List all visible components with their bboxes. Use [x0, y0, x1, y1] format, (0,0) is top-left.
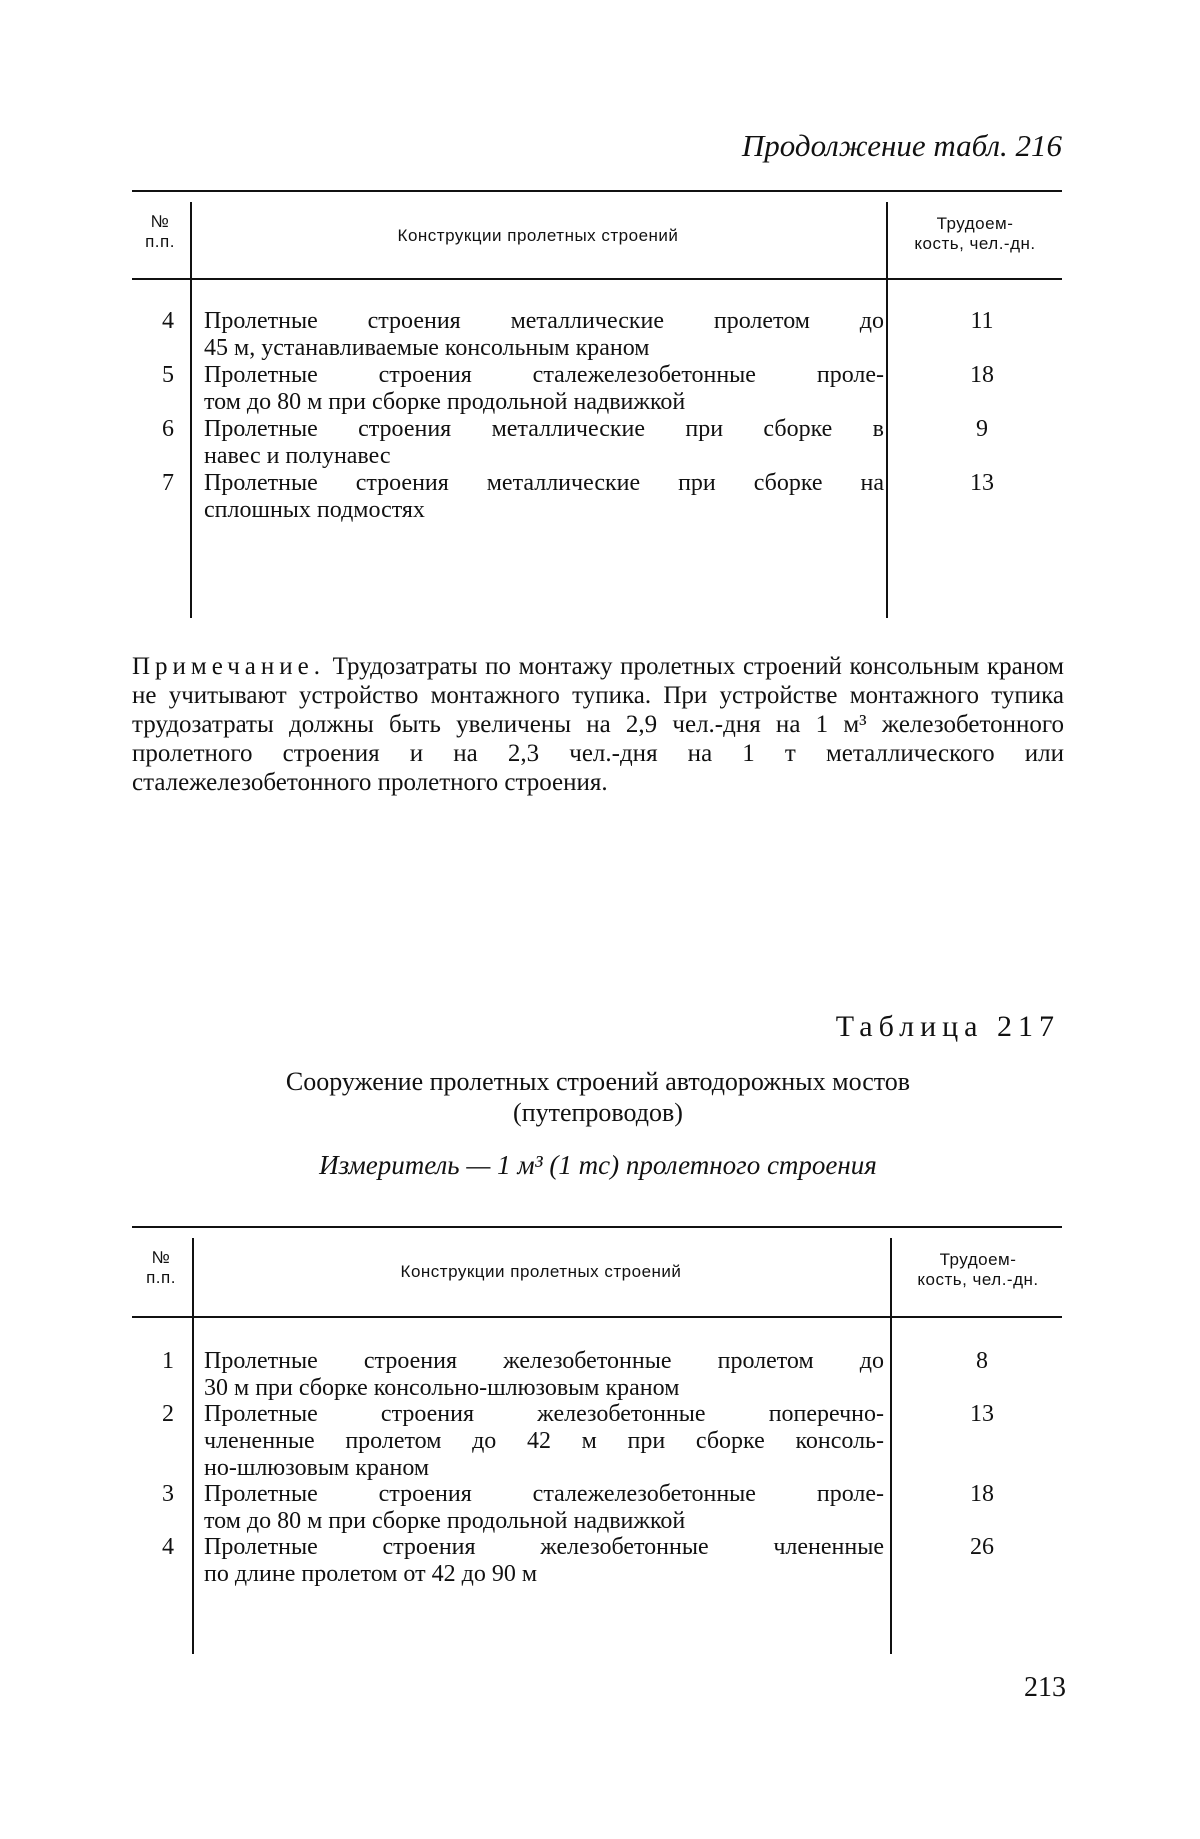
row-description-line: том до 80 м при сборке продольной надвижкой — [204, 1507, 686, 1534]
row-value: 18 — [970, 362, 994, 388]
table-216 — [132, 190, 1062, 610]
row-number: 6 — [162, 416, 174, 442]
page-number: 213 — [1024, 1672, 1066, 1703]
table-column-divider — [190, 202, 192, 618]
row-description-line: Пролетные строения железобетонные пролетом до — [204, 1348, 884, 1374]
row-description-line: сплошных подмостях — [204, 497, 425, 523]
row-number: 4 — [162, 1533, 174, 1560]
header-num: № п.п. — [145, 212, 175, 251]
row-description — [204, 362, 884, 416]
row-description — [204, 1401, 884, 1482]
row-description-line: Пролетные строения металлические при сборке на — [204, 470, 884, 496]
header-num: № п.п. — [146, 1248, 176, 1287]
row-description — [204, 416, 884, 470]
header-desc: Конструкции пролетных строений — [400, 1262, 682, 1281]
row-description-line: навес и полунавес — [204, 443, 391, 469]
row-description — [204, 308, 884, 362]
row-number: 3 — [162, 1480, 174, 1507]
row-description — [204, 1534, 884, 1588]
table-top-rule — [132, 190, 1062, 192]
table-217-label: Таблица 217 — [835, 1010, 1060, 1043]
table-217-unit: Измеритель — 1 м³ (1 тс) пролетного строения — [319, 1150, 877, 1180]
header-value: Трудоем- кость, чел.-дн. — [914, 214, 1036, 253]
row-value: 9 — [976, 416, 988, 442]
row-value: 8 — [976, 1348, 988, 1374]
row-number: 4 — [162, 308, 174, 334]
table-217-caption: Сооружение пролетных строений автодорожных мостов (путепроводов) — [285, 1067, 911, 1127]
row-value: 13 — [970, 470, 994, 496]
table-column-divider — [890, 1238, 892, 1654]
table-217 — [132, 1226, 1062, 1646]
row-description-line: 45 м, устанавливаемые консольным краном — [204, 335, 650, 361]
table-column-divider — [886, 202, 888, 618]
row-description-line: Пролетные строения металлические при сборке в — [204, 416, 884, 442]
row-description-line: по длине пролетом от 42 до 90 м — [204, 1560, 537, 1587]
row-description-line: Пролетные строения металлические пролетом до — [204, 308, 884, 334]
row-description-line: Пролетные строения сталежелезобетонные проле- — [204, 1480, 884, 1507]
row-value: 13 — [970, 1401, 994, 1427]
note — [132, 652, 1064, 797]
row-description-line: члененные пролетом до 42 м при сборке консоль- — [204, 1428, 884, 1454]
row-description — [204, 1348, 884, 1402]
row-description-line: Пролетные строения железобетонные члененные — [204, 1533, 884, 1560]
row-number: 7 — [162, 470, 174, 496]
note-lead: Примечание. — [132, 653, 326, 680]
row-number: 5 — [162, 362, 174, 388]
row-description-line: том до 80 м при сборке продольной надвижкой — [204, 389, 686, 415]
note-text: Трудозатраты по монтажу пролетных строений консольным краном не учитывают устройство монтажного тупика. При устройстве монтажного тупика трудозатраты должны быть увеличены на 2,9 чел.-дня на 1 м³ железобетонного пролетного строения и на 2,3 чел.-дня на 1 т металлического или сталежелезобетонного пролетного строения. — [132, 653, 1064, 796]
row-description — [204, 470, 884, 524]
row-value: 18 — [970, 1480, 994, 1507]
continuation-title: Продолжение табл. 216 — [741, 128, 1062, 163]
row-number: 2 — [162, 1401, 174, 1427]
table-top-rule — [132, 1226, 1062, 1228]
row-value: 11 — [970, 308, 994, 334]
header-desc: Конструкции пролетных строений — [397, 226, 679, 245]
table-header-rule — [132, 278, 1062, 280]
row-number: 1 — [162, 1348, 174, 1374]
row-description — [204, 1481, 884, 1535]
row-description-line: Пролетные строения сталежелезобетонные проле- — [204, 362, 884, 388]
row-value: 26 — [970, 1533, 994, 1560]
header-value: Трудоем- кость, чел.-дн. — [917, 1250, 1039, 1289]
row-description-line: 30 м при сборке консольно-шлюзовым краном — [204, 1375, 680, 1401]
row-description-line: но-шлюзовым краном — [204, 1455, 430, 1481]
table-header-rule — [132, 1316, 1062, 1318]
table-column-divider — [192, 1238, 194, 1654]
row-description-line: Пролетные строения железобетонные поперечно- — [204, 1401, 884, 1427]
